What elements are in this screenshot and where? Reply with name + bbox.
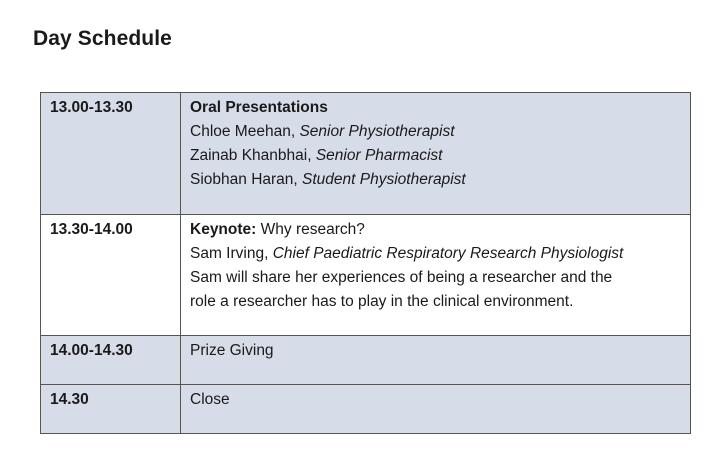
presenter-role: Student Physiotherapist [302,171,466,188]
presenter-line [190,144,682,168]
presenter-name: Siobhan Haran, [190,171,303,188]
session-cell: Prize Giving [181,336,691,385]
time-cell: 14.00-14.30 [41,336,181,385]
time-cell: 13.30-14.00 [41,215,181,336]
table-row [41,93,691,215]
speaker-role: Chief Paediatric Respiratory Research Physiologist [272,245,624,262]
description-line: role a researcher has to play in the clinical environment. [190,293,574,310]
speaker-name: Sam Irving, [190,245,273,262]
table-row [41,215,691,336]
presenter-line [190,120,682,144]
table-row [41,336,691,385]
session-cell [181,215,691,336]
presenter-line [190,168,682,192]
schedule-table [40,92,691,434]
keynote-topic: Why research? [256,221,365,238]
description-line: Sam will share her experiences of being a researcher and the [190,269,613,286]
session-cell: Close [181,385,691,434]
presenter-role: Senior Physiotherapist [299,123,455,140]
keynote-label: Keynote: [190,221,257,238]
session-heading: Oral Presentations [190,99,328,116]
keynote-line [190,218,682,242]
speaker-line [190,242,682,266]
presenter-role: Senior Pharmacist [315,147,443,164]
time-cell: 14.30 [41,385,181,434]
presenter-name: Zainab Khanbhai, [190,147,316,164]
presenter-name: Chloe Meehan, [190,123,300,140]
session-cell [181,93,691,215]
table-row [41,385,691,434]
time-cell: 13.00-13.30 [41,93,181,215]
page-title: Day Schedule [33,27,172,50]
